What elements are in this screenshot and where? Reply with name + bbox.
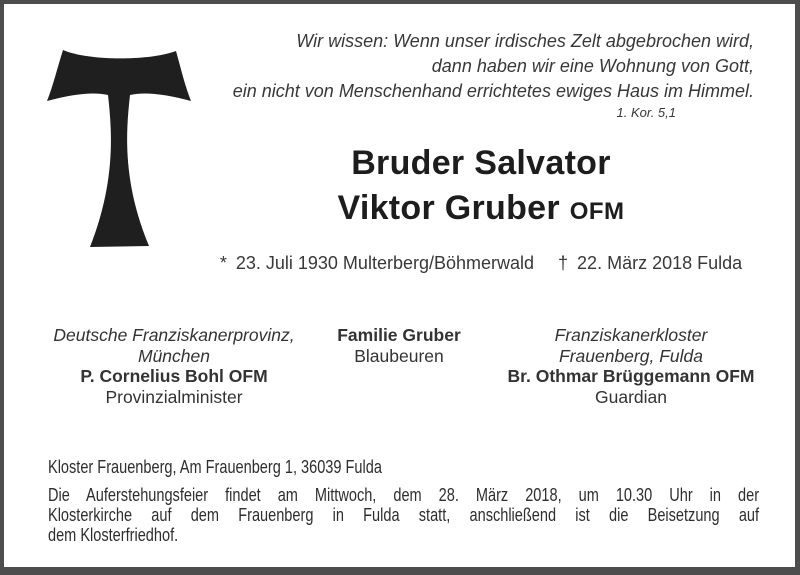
born-symbol: * — [219, 253, 227, 273]
birth-date: 23. Juli 1930 Multerberg/Böhmerwald — [235, 253, 535, 273]
died-symbol: † — [558, 253, 569, 273]
mourner-column-monastery — [508, 325, 755, 407]
tau-cross-icon — [46, 49, 192, 248]
life-dates — [191, 252, 771, 274]
mourner-person: Familie Gruber — [337, 325, 461, 345]
org-line: Frauenberg, Fulda — [559, 345, 703, 366]
org-line: Franziskanerkloster — [554, 325, 708, 345]
deceased-name — [191, 141, 771, 234]
quote-line: dann haben wir eine Wohnung von Gott, — [431, 56, 754, 76]
mourner-column-province — [53, 325, 294, 407]
mourner-role: Blaubeuren — [354, 345, 444, 366]
announcement-line: Die Auferstehungsfeier findet am Mittwoch, dem 28. März 2018, um 10.30 Uhr in der — [48, 485, 760, 505]
announcement-line: Klosterkirche auf dem Frauenberg in Fulda statt, anschließend ist die Beisetzung auf — [48, 505, 760, 525]
death-date: 22. März 2018 Fulda — [577, 253, 743, 273]
org-line: Deutsche Franziskanerprovinz, — [53, 325, 295, 345]
quote-line: ein nicht von Menschenhand errichtetes ewiges Haus im Himmel. — [232, 81, 754, 101]
deceased-name-line: Viktor Gruber OFM — [337, 189, 625, 227]
mourner-column-family — [337, 325, 461, 366]
order-suffix: OFM — [569, 198, 625, 225]
funeral-info — [48, 457, 759, 545]
deceased-title-line: Bruder Salvator — [351, 144, 611, 182]
quote-line: Wir wissen: Wenn unser irdisches Zelt abgebrochen wird, — [296, 31, 754, 51]
monastery-address: Kloster Frauenberg, Am Frauenberg 1, 36039 Fulda — [48, 457, 382, 477]
mourner-role: Guardian — [595, 386, 667, 407]
mourner-person: Br. Othmar Brüggemann OFM — [507, 366, 755, 386]
mourner-person: P. Cornelius Bohl OFM — [80, 366, 268, 386]
scripture-quote — [233, 29, 754, 121]
mourner-role: Provinzialminister — [105, 386, 243, 407]
announcement-line: dem Klosterfriedhof. — [48, 525, 179, 545]
quote-reference: 1. Kor. 5,1 — [616, 105, 676, 120]
org-line: München — [138, 345, 210, 366]
